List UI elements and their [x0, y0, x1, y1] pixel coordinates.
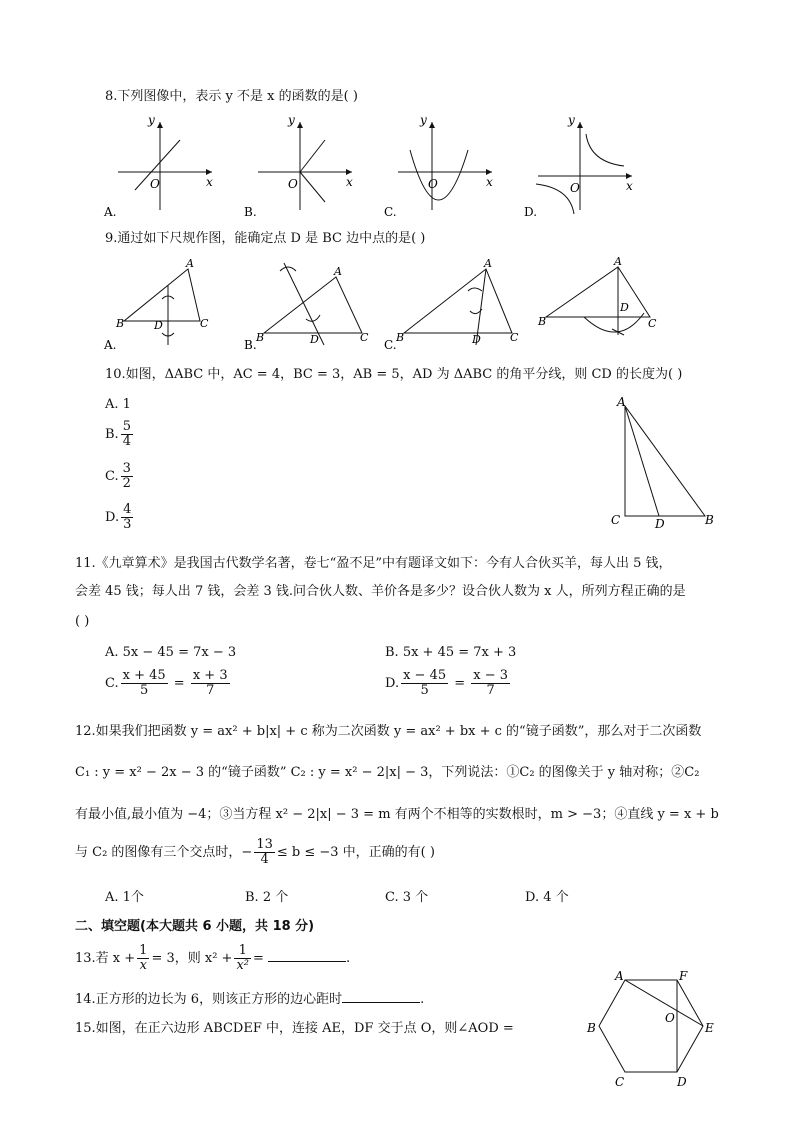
q9-fig-a [103, 257, 209, 352]
q8-graph-d [524, 113, 633, 219]
q13-answer-blank[interactable] [268, 949, 346, 962]
svg-text:F: F [679, 969, 688, 983]
q9-opt-b: B. [244, 338, 257, 352]
svg-text:D: D [655, 517, 665, 530]
q10-figure [605, 392, 735, 530]
svg-text:B: B [396, 331, 405, 344]
svg-text:A: A [617, 395, 626, 409]
q9-text: 9.通过如下尺规作图，能确定点 D 是 BC 边中点的是( ) [105, 231, 426, 246]
q8-d-o: O [570, 181, 580, 195]
q10-opt-c: C. $\frac{3}{2}$ [105, 461, 131, 491]
svg-text:C: C [510, 331, 519, 344]
q8-opt-d: D. [524, 205, 538, 219]
q8-a-o: O [150, 177, 160, 191]
q11-opt-d: D. $\frac{x - 45}{5}$ = $\frac{x - 3}{7}$ [385, 668, 509, 698]
svg-text:D: D [472, 333, 481, 346]
q8-graph-b [244, 113, 353, 219]
svg-text:C: C [615, 1075, 625, 1089]
svg-text:D: D [154, 319, 163, 332]
q9-fig-c [384, 257, 519, 352]
q14-answer-blank[interactable] [342, 990, 420, 1003]
svg-text:B: B [538, 315, 547, 328]
svg-text:O: O [665, 1011, 675, 1025]
q8-d-x: x [626, 179, 633, 193]
q12-opt-b: B. 2 个 [245, 890, 289, 905]
svg-text:E: E [705, 1021, 714, 1035]
svg-text:A: A [334, 265, 342, 278]
q13-text: 13.若 x + $\frac{1}{x}$ = 3，则 x² + $\frac{1}{\text{x²}}$ = . [75, 943, 351, 973]
q10-text: 10.如图，ΔABC 中，AC = 4，BC = 3，AB = 5，AD 为 ΔABC 的角平分线，则 CD 的长度为( ) [105, 367, 683, 382]
q8-a-x: x [206, 175, 213, 189]
q8-opt-c: C. [384, 205, 397, 219]
svg-text:B: B [256, 331, 265, 344]
svg-text:C: C [360, 331, 369, 344]
q8-graph-c [384, 113, 493, 219]
q11-line2: 会差 45 钱；每人出 7 钱，会差 3 钱.问合伙人数、羊价各是多少？设合伙人数为 x 人，所列方程正确的是 [75, 584, 686, 599]
svg-text:C: C [611, 513, 621, 527]
svg-text:A: A [614, 255, 622, 268]
q8-graph-a [103, 113, 213, 219]
q12-opt-d: D. 4 个 [525, 890, 569, 905]
q8-c-o: O [428, 177, 438, 191]
q8-opt-b: B. [244, 205, 257, 219]
q10-opt-d: D. $\frac{4}{3}$ [105, 502, 132, 532]
svg-text:A: A [186, 257, 194, 270]
q10-opt-b: B. $\frac{5}{4}$ [105, 419, 131, 449]
q10-opt-a: A. 1 [105, 397, 131, 412]
svg-text:B: B [116, 317, 125, 330]
q12-line3: 有最小值,最小值为 −4；③当方程 x² − 2|x| − 3 = m 有两个不相等的实数根时，m > −3；④直线 y = x + b [75, 807, 719, 822]
q9-figures [100, 255, 680, 355]
q8-opt-a: A. [104, 205, 117, 219]
q9-fig-b [244, 263, 369, 352]
q11-opt-b: B. 5x + 45 = 7x + 3 [385, 645, 517, 660]
q12-line1: 12.如果我们把函数 y = ax² + b|x| + c 称为二次函数 y = ax² + bx + c 的“镜子函数”，那么对于二次函数 [75, 724, 702, 739]
q12-opt-a: A. 1个 [105, 890, 144, 905]
svg-text:A: A [615, 969, 624, 983]
q12-line4: 与 C₂ 的图像有三个交点时，− $\frac{13}{4}$ ≤ b ≤ −3 中，正确的有( ) [75, 837, 435, 867]
q9-fig-d [537, 255, 657, 335]
q8-d-y: y [568, 113, 575, 127]
svg-text:A: A [484, 257, 492, 270]
q8-text: 8.下列图像中，表示 y 不是 x 的函数的是( ) [105, 89, 358, 104]
q11-opt-c: C. $\frac{x + 45}{5}$ = $\frac{x + 3}{7}$ [105, 668, 228, 698]
svg-text:D: D [310, 333, 319, 346]
q11-line3: ( ) [75, 614, 90, 629]
q11-opt-a: A. 5x − 45 = 7x − 3 [105, 645, 237, 660]
svg-text:B: B [587, 1021, 596, 1035]
svg-text:D: D [677, 1075, 687, 1089]
q8-b-x: x [346, 175, 353, 189]
q8-c-y: y [420, 113, 427, 127]
svg-text:C: C [200, 317, 209, 330]
q8-c-x: x [486, 175, 493, 189]
q11-line1: 11.《九章算术》是我国古代数学名著，卷七“盈不足”中有题译文如下：今有人合伙买羊，每人出 5 钱， [75, 556, 672, 571]
q14-text: 14.正方形的边长为 6，则该正方形的边心距时 . [75, 992, 425, 1007]
svg-text:B: B [705, 513, 714, 527]
q12-opt-c: C. 3 个 [385, 890, 429, 905]
q15-hexagon-figure [585, 968, 720, 1090]
q8-b-o: O [288, 177, 298, 191]
q8-graphs [100, 110, 640, 222]
q15-text: 15.如图，在正六边形 ABCDEF 中，连接 AE，DF 交于点 O，则∠AOD = [75, 1021, 514, 1036]
q12-line2: C₁ : y = x² − 2x − 3 的“镜子函数” C₂ : y = x² − 2|x| − 3，下列说法：①C₂ 的图像关于 y 轴对称；②C₂ [75, 765, 700, 780]
section-2-title: 二、填空题(本大题共 6 小题，共 18 分) [75, 919, 315, 934]
q9-opt-c: C. [384, 338, 397, 352]
q8-a-y: y [148, 113, 155, 127]
q8-b-y: y [288, 113, 295, 127]
svg-text:D: D [620, 301, 629, 314]
svg-text:C: C [648, 317, 657, 330]
q9-opt-a: A. [104, 338, 117, 352]
